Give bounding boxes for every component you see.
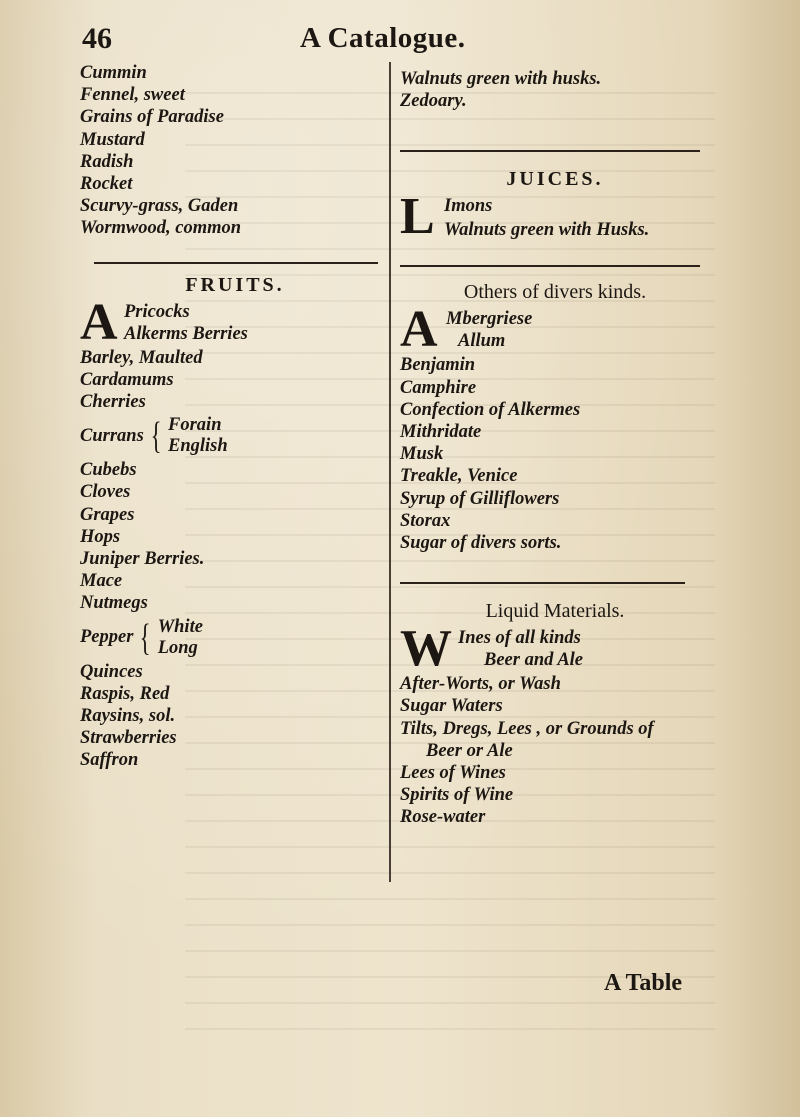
list-item: After-Worts, or Wash: [400, 674, 561, 695]
others-dropcap-block: [400, 301, 710, 359]
list-item: Benjamin: [400, 355, 476, 376]
list-item: Storax: [400, 510, 451, 531]
group-label: Currans: [80, 425, 144, 446]
fruits-dropcap-block: [80, 293, 380, 351]
brace-glyph: {: [150, 415, 162, 458]
list-item: Lees of Wines: [400, 763, 506, 784]
list-item: Mace: [80, 571, 123, 592]
list-item: Beer and Ale: [484, 650, 584, 671]
list-item: Zedoary.: [400, 91, 467, 112]
list-item: Syrup of Gilliflowers: [400, 488, 560, 509]
list-item: Hops: [80, 526, 121, 547]
page-number: 46: [82, 22, 112, 55]
list-item: Walnuts green with husks.: [400, 69, 602, 89]
list-item: Mustard: [80, 129, 145, 150]
list-item: Walnuts green with Husks.: [444, 220, 650, 241]
list-item: White: [157, 616, 203, 637]
list-item: Rocket: [80, 174, 133, 195]
group-options: [158, 617, 203, 659]
list-item: Juniper Berries.: [80, 549, 205, 570]
group-label: Pepper: [80, 627, 134, 648]
pepper-group: [80, 615, 380, 661]
list-item: Sugar of divers sorts.: [400, 533, 562, 554]
list-item: Quinces: [80, 661, 143, 682]
list-item: Cherries: [80, 392, 146, 413]
list-item: Long: [157, 637, 198, 658]
list-item: Raspis, Red: [80, 683, 170, 704]
left-column: [80, 62, 380, 772]
drop-capital: A: [400, 301, 438, 359]
list-item: Camphire: [400, 377, 477, 398]
list-item: Pricocks: [124, 301, 190, 322]
list-item: Nutmegs: [80, 593, 148, 614]
list-item: English: [168, 436, 228, 457]
list-item: Spirits of Wine: [400, 785, 514, 806]
list-item: Fennel, sweet: [80, 85, 185, 106]
list-item: Tilts, Dregs, Lees , or Grounds of: [400, 718, 654, 739]
group-options: [168, 415, 228, 457]
list-item: Treakle, Venice: [400, 466, 518, 487]
right-column: [400, 68, 710, 829]
list-item: Radish: [80, 151, 134, 172]
catchword: A Table: [604, 970, 683, 996]
list-item: Mbergriese: [446, 309, 533, 330]
list-item: Grapes: [80, 504, 135, 525]
juices-heading: JUICES.: [506, 168, 604, 191]
running-title: A Catalogue.: [300, 22, 466, 54]
drop-capital: L: [400, 188, 435, 246]
list-item: Rose-water: [400, 807, 486, 828]
section-rule: [400, 150, 700, 152]
list-item: Cubebs: [80, 460, 137, 481]
liquid-heading: Liquid Materials.: [485, 600, 625, 623]
currans-group: [80, 413, 380, 459]
list-item: Ines of all kinds: [458, 628, 581, 649]
section-rule: [400, 582, 685, 584]
liquid-dropcap-block: [400, 620, 710, 678]
list-item: Strawberries: [80, 728, 177, 749]
list-item: Scurvy-grass, Gaden: [80, 196, 239, 217]
juices-dropcap-block: [400, 188, 710, 246]
list-item: Cummin: [80, 63, 147, 83]
list-item: Saffron: [80, 750, 139, 771]
list-item: Beer or Ale: [426, 740, 513, 761]
list-item: Cardamums: [80, 369, 174, 390]
list-item: Musk: [400, 444, 444, 465]
list-item: Imons: [444, 196, 493, 217]
list-item: Barley, Maulted: [80, 347, 203, 368]
brace-glyph: {: [140, 616, 152, 659]
column-divider: [389, 62, 391, 882]
list-item: Mithridate: [400, 422, 482, 443]
section-rule: [94, 262, 378, 264]
list-item: Raysins, sol.: [80, 706, 176, 727]
list-item: Cloves: [80, 482, 131, 503]
herbs-list: [80, 62, 380, 240]
drop-capital: W: [400, 620, 452, 678]
list-item: Confection of Alkermes: [400, 399, 581, 420]
list-item: Wormwood, common: [80, 218, 242, 239]
others-heading: Others of divers kinds.: [463, 281, 647, 304]
list-item: Alkerms Berries: [124, 323, 248, 344]
list-item: Allum: [458, 331, 506, 352]
list-item: Sugar Waters: [400, 696, 503, 717]
drop-capital: A: [80, 293, 118, 351]
list-item: Grains of Paradise: [80, 107, 224, 128]
list-item: Forain: [168, 415, 222, 436]
section-rule: [400, 265, 700, 267]
fruits-heading: FRUITS.: [185, 273, 285, 296]
